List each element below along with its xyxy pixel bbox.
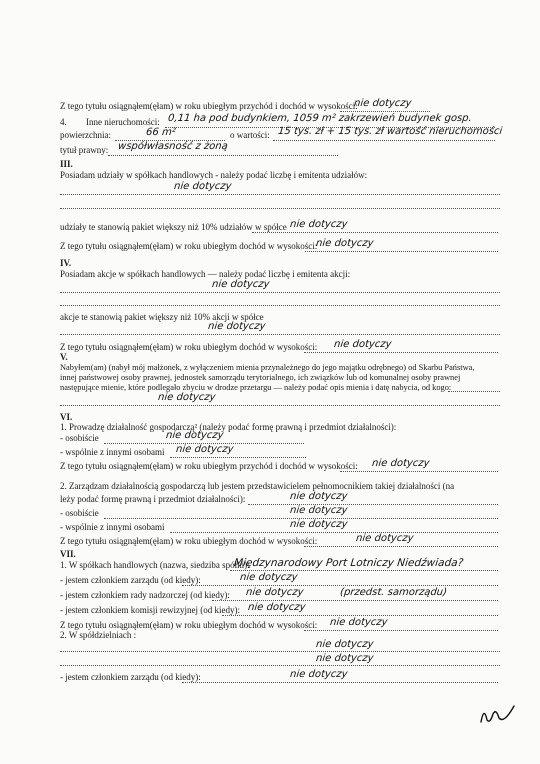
dotted-line [304,630,498,631]
handwritten-value: nie dotyczy [165,430,225,441]
handwritten-value: nie dotyczy [247,602,307,613]
handwritten-value: 0,11 ha pod budynkiem, 1059 m² zakrzewień budynek gosp. [167,113,473,124]
shares-label: Posiadam udziały w spółkach handlowych - należy podać liczbę i emitenta udziałów: [60,170,368,180]
dotted-line [252,232,498,233]
dotted-line [60,208,500,209]
income-label: Z tego tytułu osiągnąłem(ęłam) w roku ubiegłym dochód w wysokości: [60,536,318,546]
cooperatives-label: 2. W spółdzielniach : [60,630,137,640]
handwritten-value: nie dotyczy [289,491,349,502]
item-number: 4. [60,117,67,127]
dotted-line [60,292,500,293]
handwritten-value: nie dotyczy [289,669,349,680]
business-label: 1. Prowadzę działalność gospodarczą² (należy podać formę prawną i przedmiot działalności): [60,422,397,432]
dotted-line [230,570,498,571]
acquisition-text: innej państwowej osoby prawnej, jednostek samorządu terytorialnego, ich związków lub od komunalnej osoby prawnej [60,373,461,382]
dotted-line [304,546,498,547]
dotted-line [304,352,498,353]
stocks-10pct-label: akcje te stanowią pakiet większy niż 10% akcji w spółce [60,312,264,322]
area-label: powierzchnia: [60,130,111,140]
handwritten-value: nie dotyczy [353,98,413,109]
board-member-label: - jestem członkiem zarządu (od kiedy): [60,575,201,585]
section-heading-v: V. [60,352,68,362]
dotted-line [340,111,430,112]
dotted-line [248,504,498,505]
handwritten-value: nie dotyczy [315,653,375,664]
handwritten-value: nie dotyczy [289,519,349,530]
dotted-line [340,471,498,472]
handwritten-value: nie dotyczy [245,587,305,598]
income-label: Z tego tytułu osiągnąłem(ęłam) w roku ubiegłym dochód w wysokości: [60,342,318,352]
value-label: o wartości: [230,130,270,140]
personally-label: - osobiście [60,433,99,443]
dotted-line [305,251,498,252]
handwritten-value: nie dotyczy [289,505,349,516]
handwritten-value: nie dotyczy [289,219,349,230]
personally-label: - osobiście [60,508,99,518]
income-label: Z tego tytułu osiągnąłem(ęłam) w roku ubiegłym dochód w wysokości: [60,241,318,251]
handwritten-value: nie dotyczy [207,321,267,332]
management-text: 2. Zarządzam działalnością gospodarczą lub jestem przedstawicielem pełnomocnikiem takiej działalności (na [60,481,455,491]
handwritten-value: nie dotyczy [211,279,271,290]
dotted-line [222,615,498,616]
dotted-line [60,305,500,306]
dotted-line [60,651,500,652]
handwritten-value: 66 m² [145,127,177,138]
signature-mark [478,702,518,726]
acquisition-text: Nabyłem(am) (nabył mój małżonek, z wyłączeniem mienia przynależnego do jego majątku odrębnego) od Skarbu Państwa, [60,363,475,372]
stocks-label: Posiadam akcje w spółkach handlowych — należy podać liczbę i emitenta akcji: [60,269,351,279]
section-heading-vii: VII. [60,549,76,559]
acquisition-text: następujące mienie, które podlegało zbyciu w drodze przetargu — należy podać opis mienia i datę nabycia, od kogo: [60,383,452,392]
handwritten-value: nie dotyczy [315,639,375,650]
handwritten-value: nie dotyczy [173,181,233,192]
income-label: Z tego tytułu osiągnąłem(ęłam) w roku ubiegłym dochód w wysokości: [60,620,318,630]
dotted-line [60,405,500,406]
audit-committee-label: - jestem członkiem komisji rewizyjnej (od kiedy): [60,605,240,615]
section-heading-iv: IV. [60,258,72,268]
companies-label: 1. W spółkach handlowych (nazwa, siedziba spółki): [60,560,250,570]
dotted-line [182,585,498,586]
handwritten-value: nie dotyczy [329,617,389,628]
handwritten-value: nie dotyczy [355,533,415,544]
dotted-line [108,155,338,156]
board-member-label: - jestem członkiem zarządu (od kiedy): [60,672,201,682]
dotted-line [212,600,498,601]
handwritten-value: nie dotyczy [333,339,393,350]
dotted-line [170,457,306,458]
other-property-label: Inne nieruchomości: [86,117,160,127]
jointly-label: - wspólnie z innymi osobami [60,522,165,532]
section-heading-vi: VI. [60,412,73,422]
income-label: Z tego tytułu osiągnąłem(ęłam) w roku ubiegłym przychód i dochód w wysokości: [60,461,358,471]
dotted-line [60,334,500,335]
dotted-line [60,194,500,195]
section-heading-iii: III. [60,159,73,169]
management-text: leży podać formę prawną i przedmiot działalności): [60,494,246,504]
supervisory-board-label: - jestem członkiem rady nadzorczej (od kiedy): [60,590,230,600]
dotted-line [448,391,500,392]
handwritten-value: nie dotyczy [315,238,375,249]
handwritten-value: 15 tys. zł + 15 tys. zł wartość nieruchomości [277,126,503,137]
handwritten-value: współwłasność z żoną [117,141,229,152]
jointly-label: - wspólnie z innymi osobami [60,447,165,457]
handwritten-value: nie dotyczy [239,572,299,583]
dotted-line [182,682,498,683]
handwritten-value: nie dotyczy [157,392,217,403]
handwritten-value: (przedst. samorządu) [339,587,448,598]
income-label: Z tego tytułu osiągnąłem(ęłam) w roku ubiegłym przychód i dochód w wysokości: [60,101,358,111]
dotted-line [170,532,498,533]
legal-title-label: tytuł prawny: [60,145,109,155]
handwritten-value: Międzynarodowy Port Lotniczy Niedźwiada? [233,557,464,569]
dotted-line [60,665,500,666]
dotted-line [273,140,495,141]
handwritten-value: nie dotyczy [371,458,431,469]
handwritten-value: nie dotyczy [175,444,235,455]
shares-10pct-label: udziały te stanowią pakiet większy niż 10% udziałów w spółce [60,222,287,232]
